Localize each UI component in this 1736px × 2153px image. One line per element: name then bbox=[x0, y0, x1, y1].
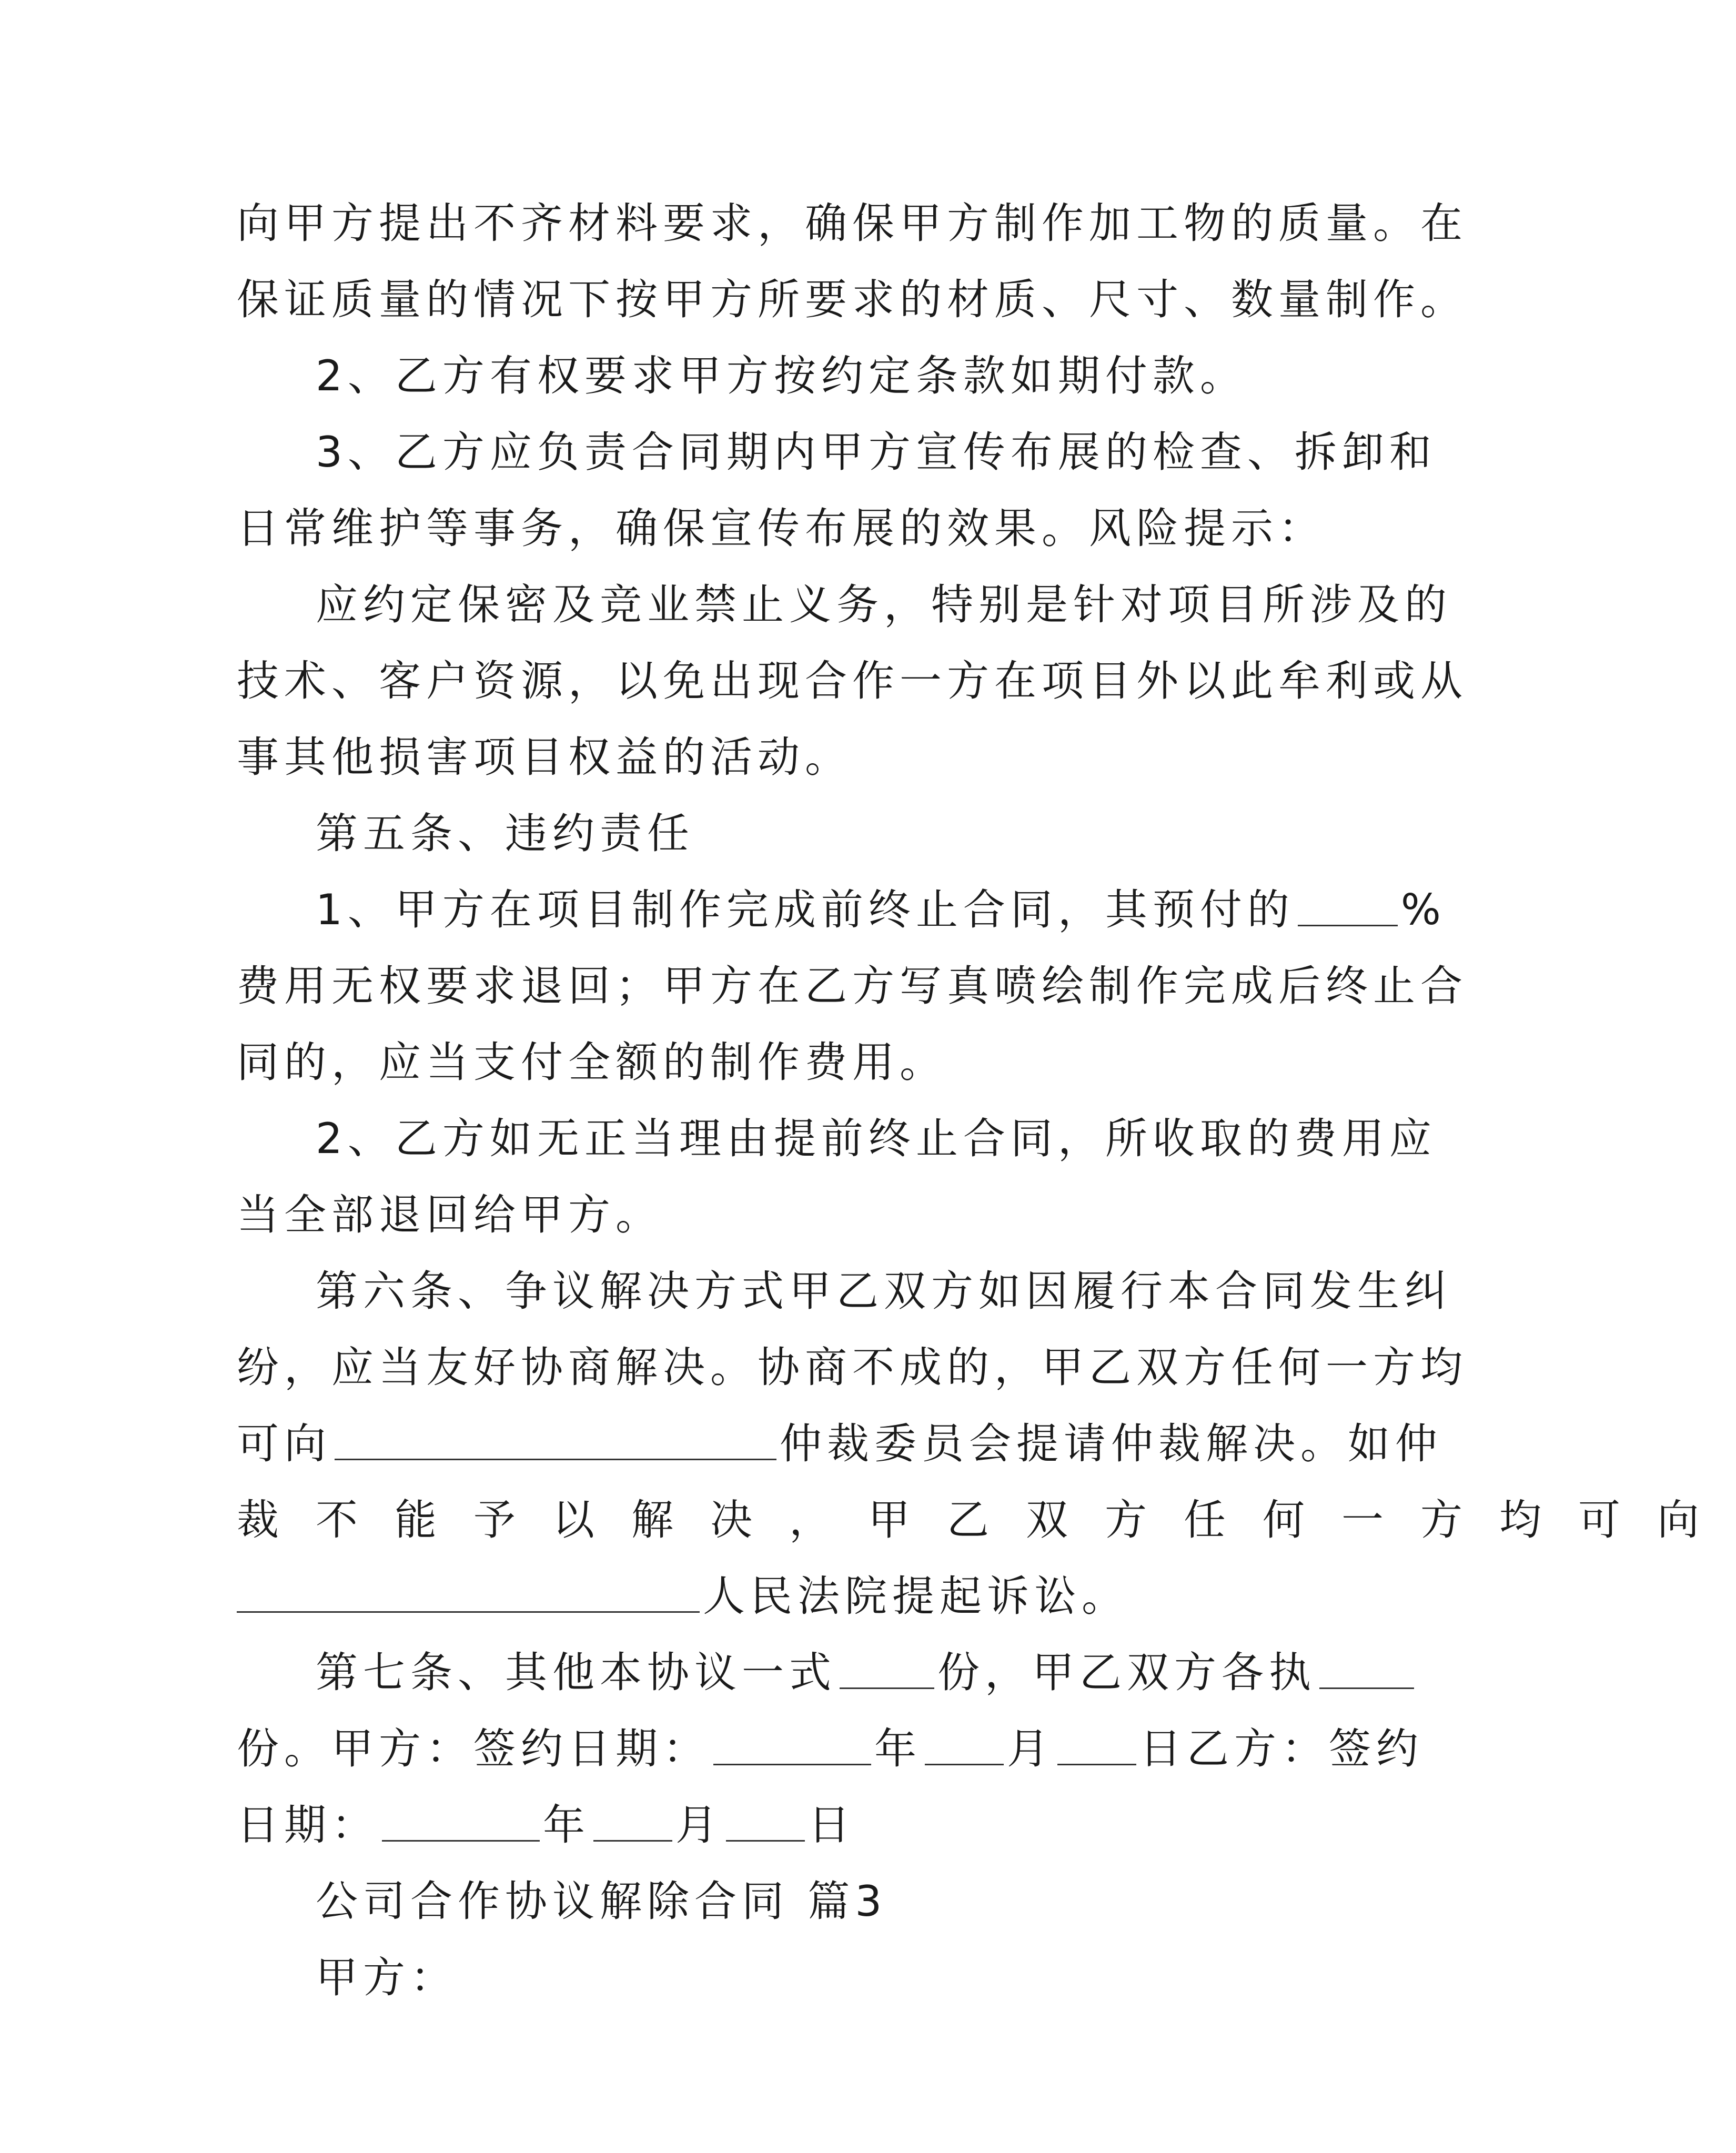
article-5-clause-2-line: 2、乙方如无正当理由提前终止合同，所收取的费用应 bbox=[316, 1114, 1437, 1163]
fill-blank bbox=[335, 1418, 776, 1460]
fill-blank bbox=[237, 1570, 700, 1613]
fill-blank bbox=[593, 1799, 672, 1842]
article-6-line: 第六条、争议解决方式甲乙双方如因履行本合同发生纠 bbox=[316, 1267, 1452, 1316]
paragraph-line: 日常维护等事务，确保宣传布展的效果。风险提示： bbox=[237, 504, 1326, 553]
paragraph-line: 费用无权要求退回；甲方在乙方写真喷绘制作完成后终止合 bbox=[237, 962, 1468, 1010]
signature-line: 日期： 年 月 日 bbox=[237, 1799, 1294, 1852]
fill-blank bbox=[726, 1799, 805, 1842]
paragraph-line: 同的，应当支付全额的制作费用。 bbox=[237, 1038, 947, 1087]
fill-blank bbox=[382, 1799, 540, 1842]
fill-blank bbox=[1057, 1723, 1136, 1765]
risk-note-line: 应约定保密及竞业禁止义务，特别是针对项目所涉及的 bbox=[316, 580, 1452, 629]
paragraph-line: 人民法院提起诉讼。 bbox=[237, 1570, 1294, 1623]
clause-2-line: 2、乙方有权要求甲方按约定条款如期付款。 bbox=[316, 351, 1247, 400]
clause-3-line: 3、乙方应负责合同期内甲方宣传布展的检查、拆卸和 bbox=[316, 428, 1437, 477]
fill-blank bbox=[1319, 1646, 1414, 1689]
paragraph-line: 纷，应当友好协商解决。协商不成的，甲乙双方任何一方均 bbox=[237, 1343, 1468, 1392]
article-7-line: 第七条、其他本协议一式 份，甲乙双方各执 bbox=[316, 1646, 1294, 1699]
paragraph-line: 裁不能予以解决，甲乙双方任何一方均可向 bbox=[237, 1495, 1736, 1544]
fill-blank bbox=[713, 1723, 871, 1765]
paragraph-line: 保证质量的情况下按甲方所要求的材质、尺寸、数量制作。 bbox=[237, 275, 1468, 324]
signature-line: 份。甲方：签约日期： 年 月 日乙方：签约 bbox=[237, 1723, 1294, 1775]
article-5-clause-1-line: 1、甲方在项目制作完成前终止合同，其预付的 % bbox=[316, 884, 1294, 936]
paragraph-line: 技术、客户资源，以免出现合作一方在项目外以此牟利或从 bbox=[237, 656, 1468, 705]
article-5-heading: 第五条、违约责任 bbox=[316, 809, 694, 858]
party-a-label: 甲方： bbox=[316, 1953, 458, 2002]
paragraph-line: 向甲方提出不齐材料要求，确保甲方制作加工物的质量。在 bbox=[237, 199, 1468, 248]
paragraph-line: 可向 仲裁委员会提请仲裁解决。如仲 bbox=[237, 1418, 1294, 1470]
paragraph-line: 当全部退回给甲方。 bbox=[237, 1190, 663, 1239]
fill-blank bbox=[840, 1646, 934, 1689]
paragraph-line: 事其他损害项目权益的活动。 bbox=[237, 733, 852, 782]
section-heading: 公司合作协议解除合同 篇3 bbox=[316, 1877, 887, 1926]
fill-blank bbox=[1298, 884, 1398, 926]
fill-blank bbox=[925, 1723, 1004, 1765]
